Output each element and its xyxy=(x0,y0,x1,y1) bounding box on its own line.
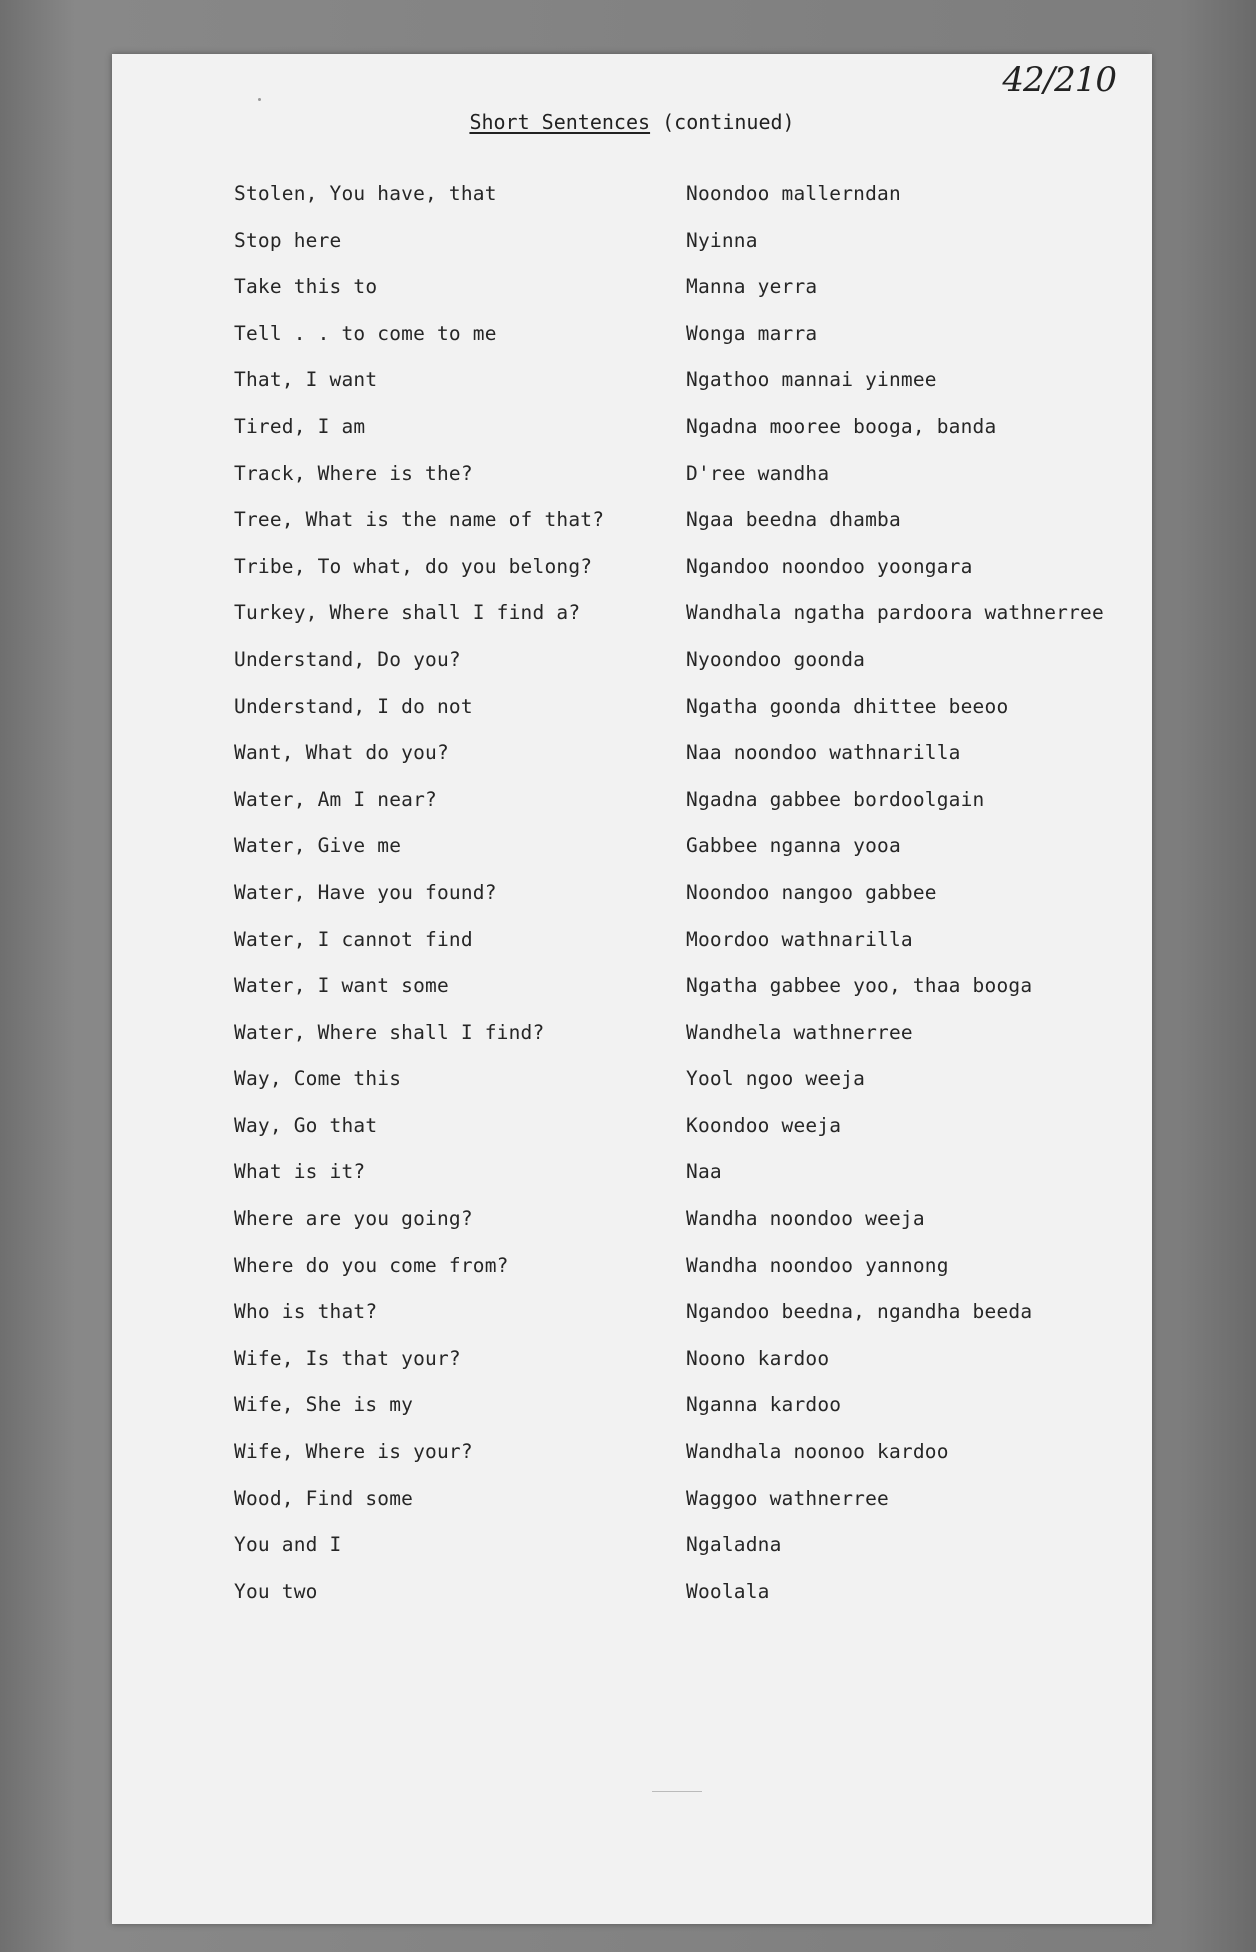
phrase-row xyxy=(112,918,1152,965)
phrase-row xyxy=(112,312,1152,359)
pencil-mark xyxy=(652,1791,702,1792)
english-phrase: Take this to xyxy=(234,275,378,299)
english-phrase: Want, What do you? xyxy=(234,741,449,765)
translation-phrase: Naa xyxy=(686,1160,722,1184)
phrase-row xyxy=(112,1383,1152,1430)
translation-phrase: Ngatha goonda dhittee beeoo xyxy=(686,694,1009,718)
phrase-row xyxy=(112,591,1152,638)
english-phrase: Stolen, You have, that xyxy=(234,182,497,205)
english-phrase: Turkey, Where shall I find a? xyxy=(234,601,581,625)
translation-phrase: Wonga marra xyxy=(686,321,818,345)
translation-phrase: Koondoo weeja xyxy=(686,1113,842,1137)
phrase-row xyxy=(112,172,1152,219)
translation-phrase: Ngatha gabbee yoo, thaa booga xyxy=(686,974,1033,998)
translation-phrase: Woolala xyxy=(686,1579,770,1603)
english-phrase: Understand, I do not xyxy=(234,694,473,718)
english-phrase: Water, Have you found? xyxy=(234,880,497,904)
english-phrase: That, I want xyxy=(234,368,378,392)
phrase-row xyxy=(112,1244,1152,1291)
phrase-row xyxy=(112,1523,1152,1570)
english-phrase: Way, Come this xyxy=(234,1067,402,1091)
translation-phrase: Ngaa beedna dhamba xyxy=(686,508,901,532)
english-phrase: You and I xyxy=(234,1533,342,1557)
document-page xyxy=(112,54,1152,1924)
translation-phrase: Yool ngoo weeja xyxy=(686,1067,866,1091)
english-phrase: Water, I cannot find xyxy=(234,927,473,951)
english-phrase: What is it? xyxy=(234,1160,366,1184)
english-phrase: Water, Am I near? xyxy=(234,787,437,811)
english-phrase: Way, Go that xyxy=(234,1113,378,1137)
page-number: 42/210 xyxy=(1002,60,1116,100)
phrase-row xyxy=(112,405,1152,452)
phrase-row xyxy=(112,219,1152,266)
english-phrase: Track, Where is the? xyxy=(234,461,473,485)
translation-phrase: Ngandoo noondoo yoongara xyxy=(686,554,973,578)
translation-phrase: Ngathoo mannai yinmee xyxy=(686,368,937,392)
translation-phrase: Ngandoo beedna, ngandha beeda xyxy=(686,1300,1033,1324)
translation-phrase: Ngadna mooree booga, banda xyxy=(686,414,997,438)
translation-phrase: Wandha noondoo yannong xyxy=(686,1253,949,1277)
phrase-row xyxy=(112,638,1152,685)
translation-phrase: Ngaladna xyxy=(686,1533,782,1557)
phrase-row xyxy=(112,1477,1152,1524)
english-phrase: Water, Where shall I find? xyxy=(234,1020,545,1044)
english-phrase: Wood, Find some xyxy=(234,1486,414,1510)
translation-phrase: Waggoo wathnerree xyxy=(686,1486,889,1510)
english-phrase: Understand, Do you? xyxy=(234,647,461,671)
phrase-row xyxy=(112,358,1152,405)
english-phrase: Tribe, To what, do you belong? xyxy=(234,554,593,578)
translation-phrase: Moordoo wathnarilla xyxy=(686,927,913,951)
english-phrase: Tell . . to come to me xyxy=(234,321,497,345)
ink-speck xyxy=(258,98,261,101)
phrase-row xyxy=(112,452,1152,499)
translation-phrase: Nyoondoo goonda xyxy=(686,647,866,671)
english-phrase: Water, I want some xyxy=(234,974,449,998)
phrase-row xyxy=(112,685,1152,732)
phrase-row xyxy=(112,1150,1152,1197)
phrase-row xyxy=(112,824,1152,871)
phrase-row xyxy=(112,1197,1152,1244)
page-heading xyxy=(112,110,1152,134)
heading-continued: (continued) xyxy=(662,110,795,134)
phrase-row xyxy=(112,1057,1152,1104)
phrase-row xyxy=(112,545,1152,592)
english-phrase: Wife, Where is your? xyxy=(234,1440,473,1464)
translation-phrase: Wandhala noonoo kardoo xyxy=(686,1440,949,1464)
phrase-row xyxy=(112,1011,1152,1058)
translation-phrase: Manna yerra xyxy=(686,275,818,299)
phrase-row xyxy=(112,1104,1152,1151)
translation-phrase: Nganna kardoo xyxy=(686,1393,842,1417)
heading-title: Short Sentences xyxy=(469,110,651,134)
english-phrase: Who is that? xyxy=(234,1300,378,1324)
translation-phrase: Noono kardoo xyxy=(686,1346,830,1370)
phrase-row xyxy=(112,731,1152,778)
translation-phrase: Wandhala ngatha pardoora wathnerree xyxy=(686,601,1104,625)
translation-phrase: Noondoo nangoo gabbee xyxy=(686,880,937,904)
english-phrase: Stop here xyxy=(234,228,342,252)
english-phrase: You two xyxy=(234,1579,318,1603)
phrase-list xyxy=(112,172,1152,1616)
english-phrase: Water, Give me xyxy=(234,834,402,858)
translation-phrase: Ngadna gabbee bordoolgain xyxy=(686,787,985,811)
phrase-row xyxy=(112,1290,1152,1337)
phrase-row xyxy=(112,1570,1152,1617)
translation-phrase: Wandha noondoo weeja xyxy=(686,1207,925,1231)
phrase-row xyxy=(112,964,1152,1011)
translation-phrase: Gabbee nganna yooa xyxy=(686,834,901,858)
translation-phrase: Nyinna xyxy=(686,228,758,252)
english-phrase: Tired, I am xyxy=(234,414,366,438)
phrase-row xyxy=(112,871,1152,918)
translation-phrase: Naa noondoo wathnarilla xyxy=(686,741,961,765)
english-phrase: Where are you going? xyxy=(234,1207,473,1231)
translation-phrase: D'ree wandha xyxy=(686,461,830,485)
english-phrase: Where do you come from? xyxy=(234,1253,509,1277)
phrase-row xyxy=(112,1337,1152,1384)
translation-phrase: Wandhela wathnerree xyxy=(686,1020,913,1044)
english-phrase: Wife, Is that your? xyxy=(234,1346,461,1370)
phrase-row xyxy=(112,778,1152,825)
phrase-row xyxy=(112,498,1152,545)
english-phrase: Wife, She is my xyxy=(234,1393,414,1417)
phrase-row xyxy=(112,265,1152,312)
phrase-row xyxy=(112,1430,1152,1477)
english-phrase: Tree, What is the name of that? xyxy=(234,508,605,532)
translation-phrase: Noondoo mallerndan xyxy=(686,182,901,205)
